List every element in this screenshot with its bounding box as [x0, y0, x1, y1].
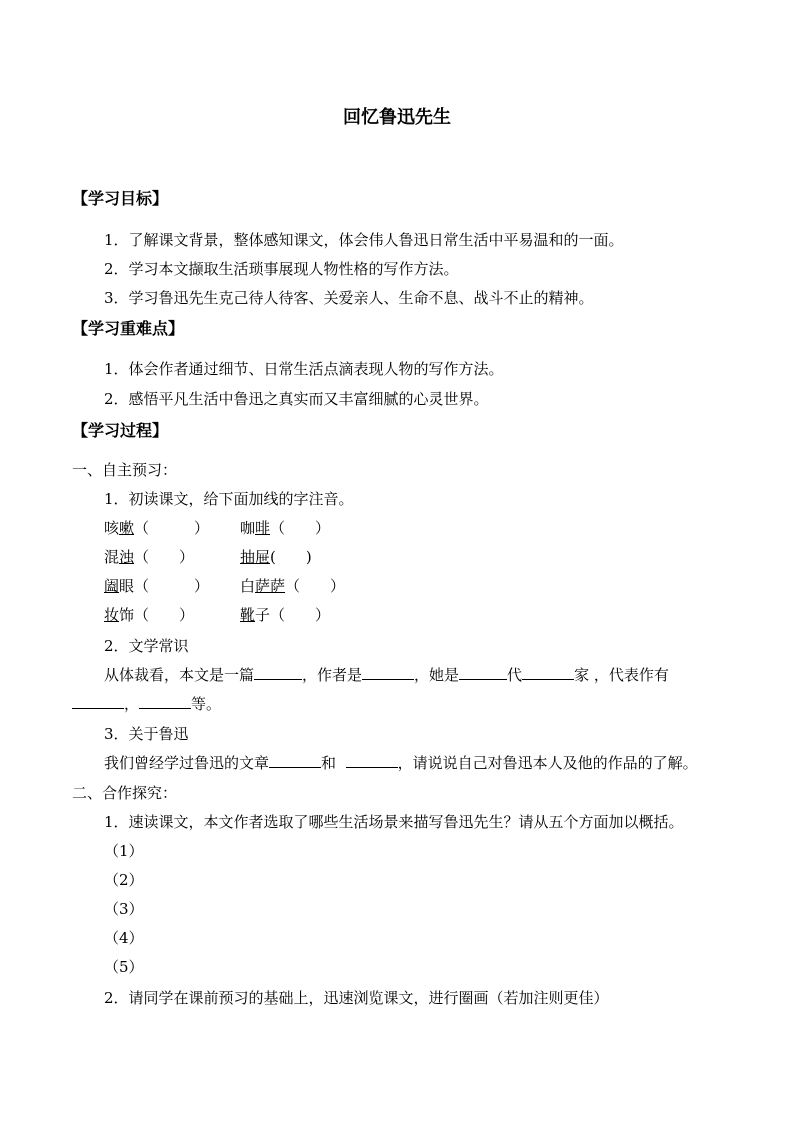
- fill-blank[interactable]: [346, 753, 398, 768]
- literature-fill-line: 从体裁看，本文是一篇 ，作者是 ，她是 代 家 ，代表作有: [104, 666, 669, 684]
- answer-item: （5）: [104, 958, 144, 976]
- fill-blank[interactable]: [72, 694, 124, 709]
- process-heading: 【学习过程】: [72, 421, 169, 440]
- fill-blank[interactable]: [522, 665, 574, 680]
- preview-question-3: 3．关于鲁迅: [104, 725, 189, 743]
- goal-item: 2．学习本文撷取生活琐事展现人物性格的写作方法。: [104, 260, 459, 278]
- fill-blank[interactable]: [362, 665, 414, 680]
- cooperation-question-2: 2．请同学在课前预习的基础上，迅速浏览课文，进行圈画（若加注则更佳）: [104, 989, 609, 1007]
- pinyin-item: 咳嗽（ ）: [104, 519, 210, 537]
- pinyin-item: 咖啡（ ）: [240, 519, 331, 537]
- answer-item: （1）: [104, 842, 144, 860]
- answer-item: （4）: [104, 929, 144, 947]
- pinyin-item: 靴子（ ）: [240, 606, 331, 624]
- preview-question-2: 2．文学常识: [104, 637, 189, 655]
- pinyin-item: 白萨萨（ ）: [240, 577, 346, 595]
- fill-blank[interactable]: [459, 665, 507, 680]
- goal-item: 1．了解课文背景，整体感知课文，体会伟人鲁迅日常生活中平易温和的一面。: [104, 231, 624, 249]
- pinyin-item: 阖眼（ ）: [104, 577, 210, 595]
- fill-blank[interactable]: [269, 753, 321, 768]
- answer-item: （3）: [104, 900, 144, 918]
- cooperation-question-1: 1．速读课文，本文作者选取了哪些生活场景来描写鲁迅先生？请从五个方面加以概括。: [104, 813, 684, 831]
- cooperation-heading: 二、合作探究：: [72, 784, 178, 802]
- luxun-fill-line: 我们曾经学过鲁迅的文章 和 ，请说说自己对鲁迅本人及他的作品的了解。: [104, 754, 698, 772]
- fill-blank[interactable]: [254, 665, 302, 680]
- preview-question-1: 1．初读课文，给下面加线的字注音。: [104, 490, 354, 508]
- keypoints-heading: 【学习重难点】: [72, 319, 185, 338]
- keypoint-item: 1．体会作者通过细节、日常生活点滴表现人物的写作方法。: [104, 360, 504, 378]
- answer-item: （2）: [104, 871, 144, 889]
- page-title: 回忆鲁迅先生: [343, 107, 451, 128]
- preview-heading: 一、自主预习：: [72, 461, 178, 479]
- goal-item: 3．学习鲁迅先生克己待人待客、关爱亲人、生命不息、战斗不止的精神。: [104, 289, 594, 307]
- keypoint-item: 2．感悟平凡生活中鲁迅之真实而又丰富细腻的心灵世界。: [104, 390, 489, 408]
- pinyin-item: 抽屉( ): [240, 548, 312, 566]
- pinyin-item: 混浊（ ）: [104, 548, 195, 566]
- goals-heading: 【学习目标】: [72, 189, 169, 208]
- fill-blank[interactable]: [139, 694, 191, 709]
- literature-fill-line-2: ， 等。: [72, 694, 221, 714]
- pinyin-item: 妆饰（ ）: [104, 606, 195, 624]
